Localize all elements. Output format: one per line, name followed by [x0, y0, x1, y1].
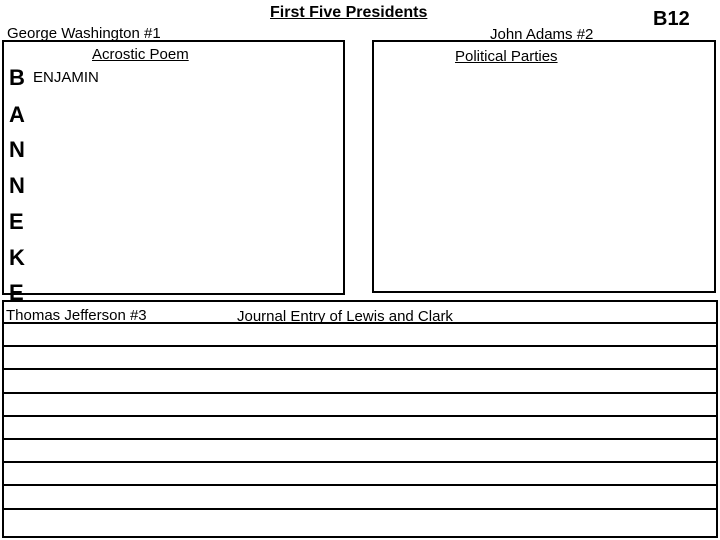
acrostic-letter-5: E: [9, 209, 24, 234]
washington-heading: George Washington #1: [7, 25, 161, 42]
page-code: B12: [653, 8, 690, 30]
journal-line: [2, 392, 718, 394]
jefferson-heading: Thomas Jefferson #3: [6, 307, 147, 324]
acrostic-letter-6: K: [9, 245, 25, 270]
journal-entry-heading: Journal Entry of Lewis and Clark: [237, 308, 453, 325]
journal-line: [2, 415, 718, 417]
acrostic-poem-heading: Acrostic Poem: [92, 46, 189, 63]
political-parties-box[interactable]: [372, 40, 716, 293]
journal-entry-box[interactable]: [2, 300, 718, 538]
acrostic-letter-3: N: [9, 137, 25, 162]
political-parties-heading: Political Parties: [455, 48, 558, 65]
journal-line: [2, 345, 718, 347]
journal-line: [2, 438, 718, 440]
acrostic-letter-7: E: [9, 280, 24, 305]
journal-line: [2, 368, 718, 370]
adams-heading: John Adams #2: [490, 26, 594, 43]
journal-line: [2, 508, 718, 510]
acrostic-first-line-rest: ENJAMIN: [33, 69, 99, 86]
page-title: First Five Presidents: [270, 4, 428, 21]
acrostic-letter-4: N: [9, 173, 25, 198]
acrostic-letter-1: B: [9, 65, 25, 90]
journal-line: [2, 461, 718, 463]
journal-line: [2, 484, 718, 486]
acrostic-letter-2: A: [9, 102, 25, 127]
